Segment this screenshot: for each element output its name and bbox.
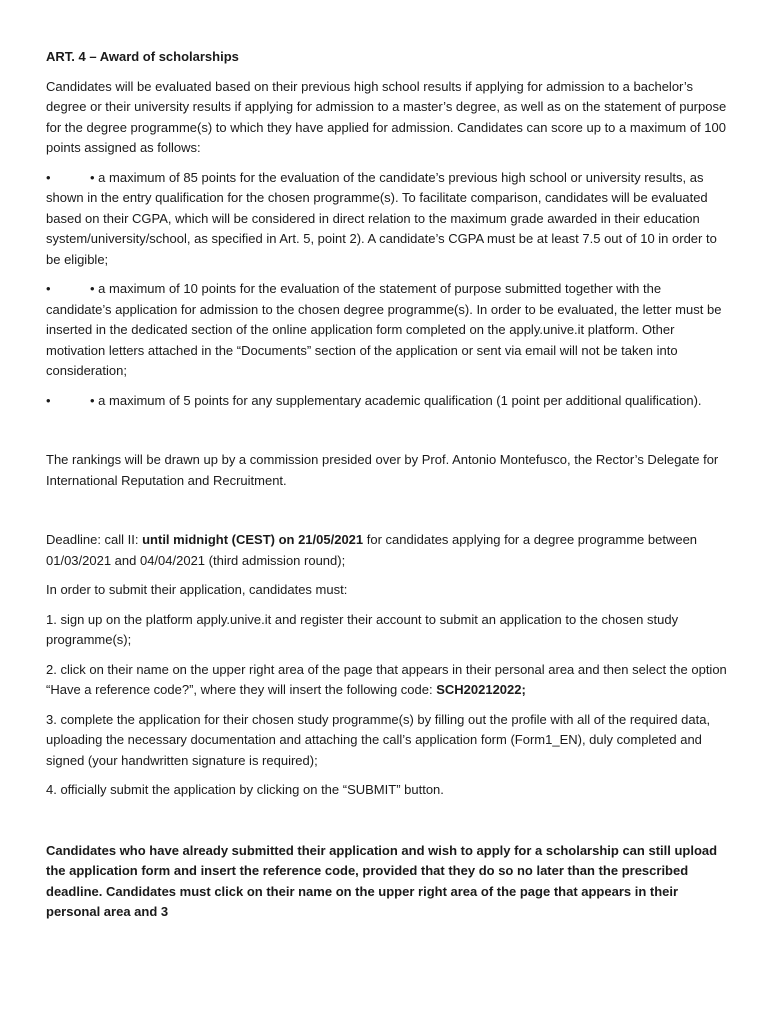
bullet-item: [46, 391, 728, 412]
bullet-symbol: •: [46, 281, 51, 296]
spacer: [46, 810, 728, 841]
bullet-text: • a maximum of 10 points for the evaluation of the statement of purpose submitted together with the candidate’s application for admission to the chosen degree programme(s). In order to be evaluated, the letter must be inserted in the dedicated section of the online application form completed on the apply.unive.it platform. Other motivation letters attached in the “Documents” section of the application or sent via email will not be taken into consideration;: [46, 281, 722, 378]
spacer: [46, 420, 728, 450]
bullet-symbol: •: [46, 169, 51, 185]
deadline-date: until midnight (CEST) on 21/05/2021: [142, 532, 364, 547]
bullet-symbol: •: [46, 392, 51, 408]
closing-paragraph: [46, 841, 728, 923]
document-body: [46, 47, 728, 932]
bullet-text: • a maximum of 85 points for the evaluation of the candidate’s previous high school or university results, as shown in the entry qualification for the chosen programme(s). To facilitate comparison, candidates will be evaluated based on their CGPA, which will be considered in direct relation to the maximum grade awarded in their education system/university/school, as specified in Art. 5, point 2). A candidate’s CGPA must be at least 7.5 out of 10 in order to be eligible;: [46, 169, 717, 267]
step-2-text: 2. click on their name on the upper right area of the page that appears in their personal area and then select the option “Have a reference code?”, where they will insert the following code:: [46, 661, 727, 697]
deadline-paragraph: [46, 530, 728, 571]
step-4: 4. officially submit the application by clicking on the “SUBMIT” button.: [46, 782, 444, 797]
section-heading: ART. 4 – Award of scholarships: [46, 49, 239, 64]
bullet-item: [46, 168, 728, 271]
bullet-text: • a maximum of 5 points for any supplementary academic qualification (1 point per additional qualification).: [90, 392, 702, 408]
submit-intro: In order to submit their application, candidates must:: [46, 582, 348, 597]
rankings-paragraph: The rankings will be drawn up by a commission presided over by Prof. Antonio Montefusco, the Rector’s Delegate for International Reputation and Recruitment.: [46, 452, 719, 488]
closing-bold-text: Candidates who have already submitted their application and wish to apply for a scholarship can still upload the application form and insert the reference code, provided that they do so no later than the prescribed deadline. Candidates must click on their name on the upper right area of the page that appears in their personal area and 3: [46, 842, 718, 919]
deadline-prefix: Deadline: call II:: [46, 532, 143, 547]
deadline-suffix: for candidates applying for a degree programme between 01/03/2021 and 04/04/2021 (third admission round);: [46, 532, 698, 568]
spacer: [46, 500, 728, 530]
reference-code: SCH20212022;: [436, 682, 526, 697]
step-2: [46, 660, 728, 701]
step-3: 3. complete the application for their chosen study programme(s) by filling out the profile with all of the required data, uploading the necessary documentation and attaching the call’s application form (Form1_EN), duly completed and signed (your handwritten signature is required);: [46, 711, 711, 768]
bullet-item: [46, 279, 728, 382]
intro-paragraph: Candidates will be evaluated based on their previous high school results if applying for admission to a bachelor’s degree or their university results if applying for admission to a master’s degree, as well as on the statement of purpose for the degree programme(s) to which they have applied for admission. Candidates can score up to a maximum of 100 points assigned as follows:: [46, 78, 727, 155]
step-1: 1. sign up on the platform apply.unive.it and register their account to submit an application to the chosen study programme(s);: [46, 611, 679, 647]
